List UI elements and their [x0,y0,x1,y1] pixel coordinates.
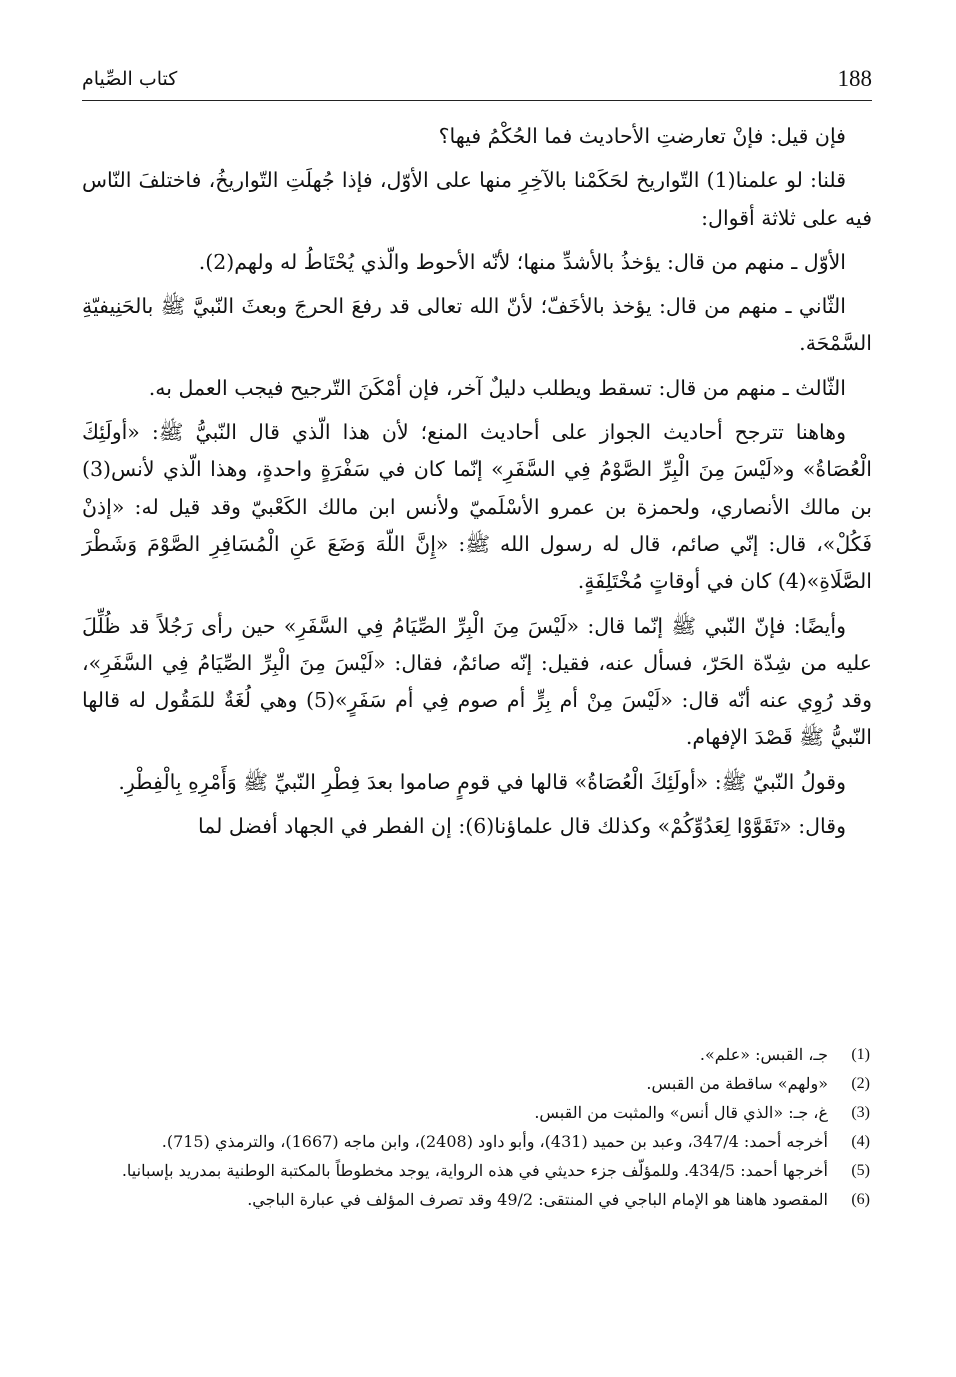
footnote-number: (5) [851,1162,870,1179]
paragraph: وقولُ النّبيّ ﷺ: «أولَئِكَ الْعُصَاةُ» قالها في قومٍ صاموا بعدَ فِطْرِ النّبيِّ ﷺ وَأَمْرِهِ بِالْفِطْرِ. [118,769,846,794]
footnote [82,1186,872,1213]
footnote-number: (1) [851,1046,870,1063]
paragraph: وقال: «تَقَوَّوْا لِعَدُوِّكُمْ» وكذلك قال علماؤنا(6): إن الفطر في الجهاد أفضل لما [198,814,846,839]
paragraph: الأوّل ـ منهم من قال: يؤخذُ بالأشدِّ منها؛ لأنّه الأحوط والّذي يُحْتَاطُ له ولهم(2). [198,249,846,274]
paragraph: فإن قيل: فإنْ تعارضتِ الأحاديث فما الحُكْمُ فيها؟ [438,124,846,148]
footnote-number: (4) [851,1133,870,1150]
footnote-number: (6) [851,1191,870,1208]
footnote-text: المقصود هاهنا هو الإمام الباجي في المنتقى: 49/2 وقد تصرف المؤلف في عبارة الباجي. [247,1190,828,1209]
footnote-text: جـ، القبس: «علم». [699,1045,828,1064]
footnote-text: غ، جـ: «الذي قال أنس» والمثبت من القبس. [534,1103,828,1122]
paragraph: قلنا: لو علمنا(1) التّواريخ لحَكَمْنا بالآخِرِ منها على الأوّل، فإذا جُهلَتِ التّواريخُ، فاختلفَ النّاس فيه على ثلاثة أقوال: [82,168,872,230]
footnote [82,1099,872,1126]
footnote-number: (2) [851,1075,870,1092]
footnote [82,1157,872,1184]
paragraph: الثّالث ـ منهم من قال: تسقط ويطلب دليلٌ آخر، فإن أمْكَنَ التّرجيح فيجب العمل به. [148,375,846,400]
paragraph: وهاهنا تترجح أحاديث الجواز على أحاديث المنع؛ لأن هذا الّذي قال النّبيُّ ﷺ: «أولَئِكَ الْعُصَاةُ» و«لَيْسَ مِنَ الْبِرِّ الصَّوْمُ فِي السَّفَرِ» إنّما كان في سَفْرَةٍ واحدةٍ، وهذا الّذي لأنس(3) بن مالك الأنصاري، ولحمزة بن عمرو الأسْلَميّ ولأنس ابن مالك الكَعْبيّ وقد قيل له: «إذنْ فَكُلْ»، قال: إنّي صائم، قال له رسول الله ﷺ: «إِنَّ اللّهَ وَضَعَ عَنِ الْمُسَافِرِ الصَّوْمَ وَشَطْرَ الصَّلَاةِ»(4) كان في أوقاتٍ مُخْتَلِفَةٍ. [82,420,872,594]
page-number: 188 [837,66,872,91]
page-header [82,60,872,101]
paragraph: وأيضًا: فإنّ النّبي ﷺ إنّما قال: «لَيْسَ مِنَ الْبِرِّ الصِّيَامُ فِي السَّفَرِ» حين رأى رَجُلاً قد ظُلِّلَ عليه من شِدّة الحَرّ، فسأل عنه، فقيل: إنّه صائمٌ، فقال: «لَيْسَ مِنَ الْبِرِّ الصِّيَامُ فِي السَّفَرِ»، وقد رُوِي عنه أنّه قال: «لَيْسَ مِنْ أم بِرٍّ أم صوم فِي أم سَفَرٍ»(5) وهي لُغَةٌ للمَقُول له قالها النّبيُّ ﷺ قَصْدَ الإفهام. [82,613,872,750]
paragraph: الثّاني ـ منهم من قال: يؤخذ بالأخَفّ؛ لأنّ الله تعالى قد رفعَ الحرجَ وبعثَ النّبيَّ ﷺ بالحَنِيفيّةِ السَّمْحَة. [82,294,872,356]
footnote [82,1041,872,1068]
footnotes [82,1041,872,1215]
footnote [82,1128,872,1155]
running-title: كتاب الصِّيام [82,68,178,90]
footnote-text: أخرجه أحمد: 347/4، وعبد بن حميد (431)، وأبو داود (2408)، وابن ماجه (1667)، والترمذي (715). [161,1132,828,1151]
footnote-text: أخرجها أحمد: 434/5. وللمؤلّف جزء حديثي في هذه الرواية، يوجد مخطوطاً بالمكتبة الوطنية بمدريد بإسبانيا. [121,1161,828,1180]
footnote-text: «ولهم» ساقطة من القبس. [646,1074,828,1093]
footnote [82,1070,872,1097]
footnote-number: (3) [851,1104,870,1121]
main-text [82,118,872,852]
